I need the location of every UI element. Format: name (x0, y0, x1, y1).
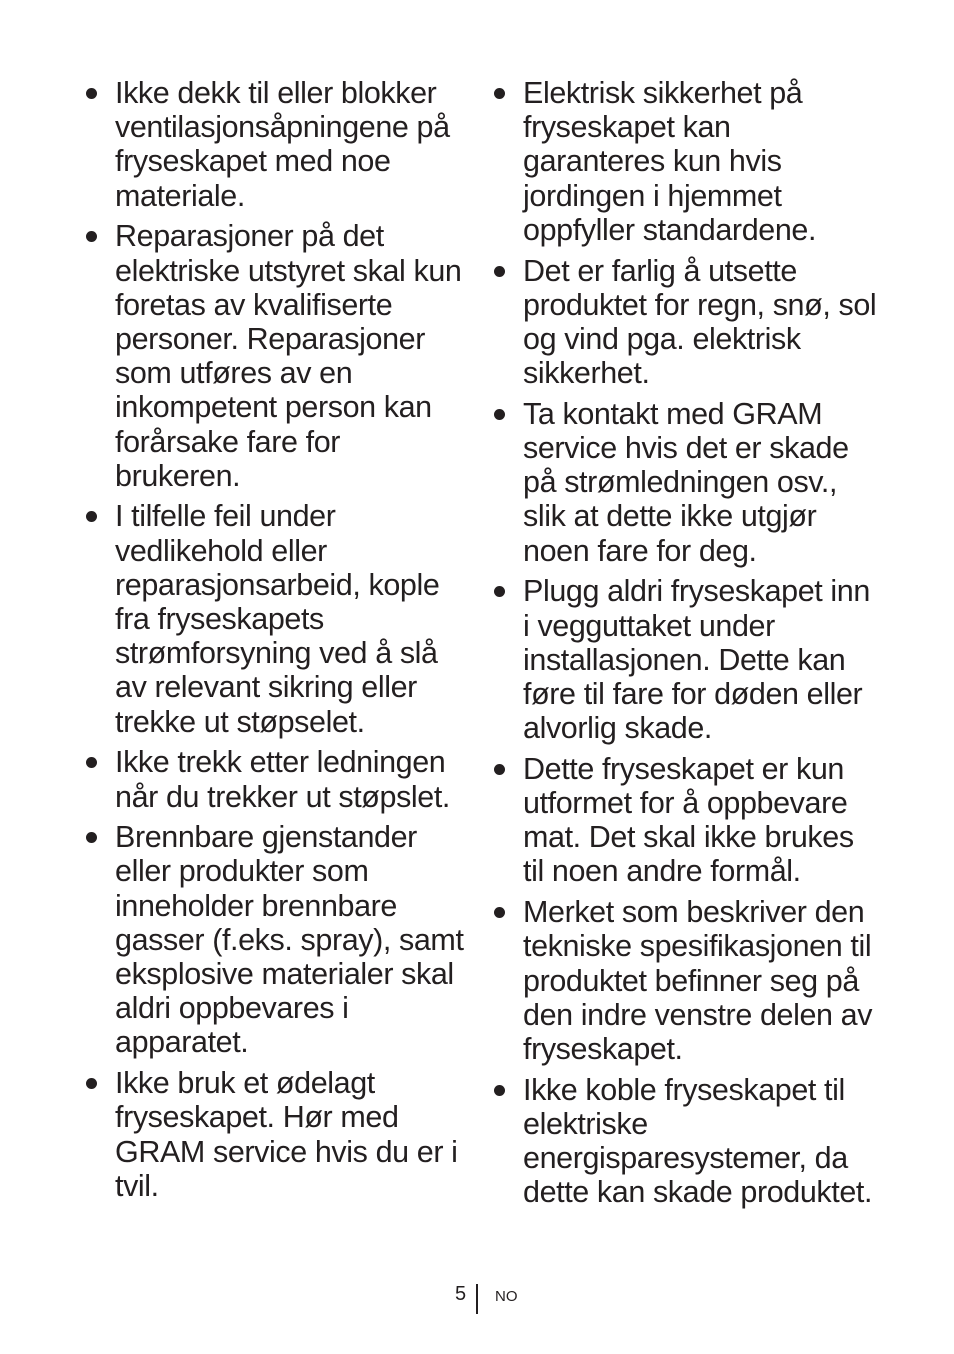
language-code: NO (495, 1288, 518, 1305)
bullet-icon (494, 764, 505, 775)
bullet-icon (494, 88, 505, 99)
list-item (490, 1073, 880, 1210)
bullet-icon (86, 757, 97, 768)
footer-divider (476, 1284, 478, 1314)
list-item (490, 574, 880, 745)
bullet-icon (494, 409, 505, 420)
list-item-text: Brennbare gjenstander eller produkter som inneholder brennbare gasser (f.eks. spray), samt eksplosive materialer skal aldri oppbevares i apparatet. (115, 820, 464, 1060)
list-item (82, 76, 467, 213)
list-item (82, 1066, 467, 1203)
list-item-text: Reparasjoner på det elektriske utstyret skal kun foretas av kvalifiserte personer. Reparasjoner som utføres av en inkompetent person kan forårsake fare for brukeren. (115, 219, 462, 493)
list-item-text: I tilfelle feil under vedlikehold eller reparasjonsarbeid, kople fra fryseskapets strømforsyning ved å slå av relevant sikring eller trekke ut støpselet. (115, 499, 440, 739)
list-item (82, 219, 467, 493)
bullet-icon (86, 1078, 97, 1089)
bullet-icon (86, 511, 97, 522)
left-bullet-list (82, 76, 467, 1210)
list-item-text: Merket som beskriver den tekniske spesifikasjonen til produktet befinner seg på den indre venstre delen av fryseskapet. (523, 895, 873, 1066)
list-item-text: Ikke dekk til eller blokker ventilasjonsåpningene på fryseskapet med noe materiale. (115, 76, 450, 213)
bullet-icon (494, 907, 505, 918)
list-item (490, 76, 880, 247)
list-item-text: Det er farlig å utsette produktet for regn, snø, sol og vind pga. elektrisk sikkerhet. (523, 253, 877, 391)
page-footer (0, 1282, 954, 1314)
bullet-icon (494, 586, 505, 597)
list-item-text: Ta kontakt med GRAM service hvis det er skade på strømledningen osv., slik at dette ikke utgjør noen fare for deg. (523, 396, 849, 568)
bullet-icon (494, 266, 505, 277)
right-bullet-list (490, 76, 880, 1216)
list-item (490, 254, 880, 391)
list-item-text: Ikke koble fryseskapet til elektriske energisparesystemer, da dette kan skade produktet. (523, 1072, 873, 1210)
bullet-icon (86, 832, 97, 843)
list-item (82, 499, 467, 738)
list-item-text: Ikke trekk etter ledningen når du trekker ut støpslet. (115, 745, 451, 814)
list-item (82, 745, 467, 813)
list-item (490, 752, 880, 889)
list-item-text: Ikke bruk et ødelagt fryseskapet. Hør med GRAM service hvis du er i tvil. (115, 1066, 458, 1203)
bullet-icon (86, 231, 97, 242)
list-item-text: Plugg aldri fryseskapet inn i vegguttaket under installasjonen. Dette kan føre til fare for døden eller alvorlig skade. (523, 574, 870, 746)
bullet-icon (494, 1085, 505, 1096)
list-item-text: Dette fryseskapet er kun utformet for å oppbevare mat. Det skal ikke brukes til noen andre formål. (523, 751, 854, 889)
page-number: 5 (455, 1283, 467, 1305)
list-item (490, 397, 880, 568)
list-item-text: Elektrisk sikkerhet på fryseskapet kan garanteres kun hvis jordingen i hjemmet oppfyller standardene. (523, 76, 817, 247)
list-item (82, 820, 467, 1059)
bullet-icon (86, 88, 97, 99)
list-item (490, 895, 880, 1066)
